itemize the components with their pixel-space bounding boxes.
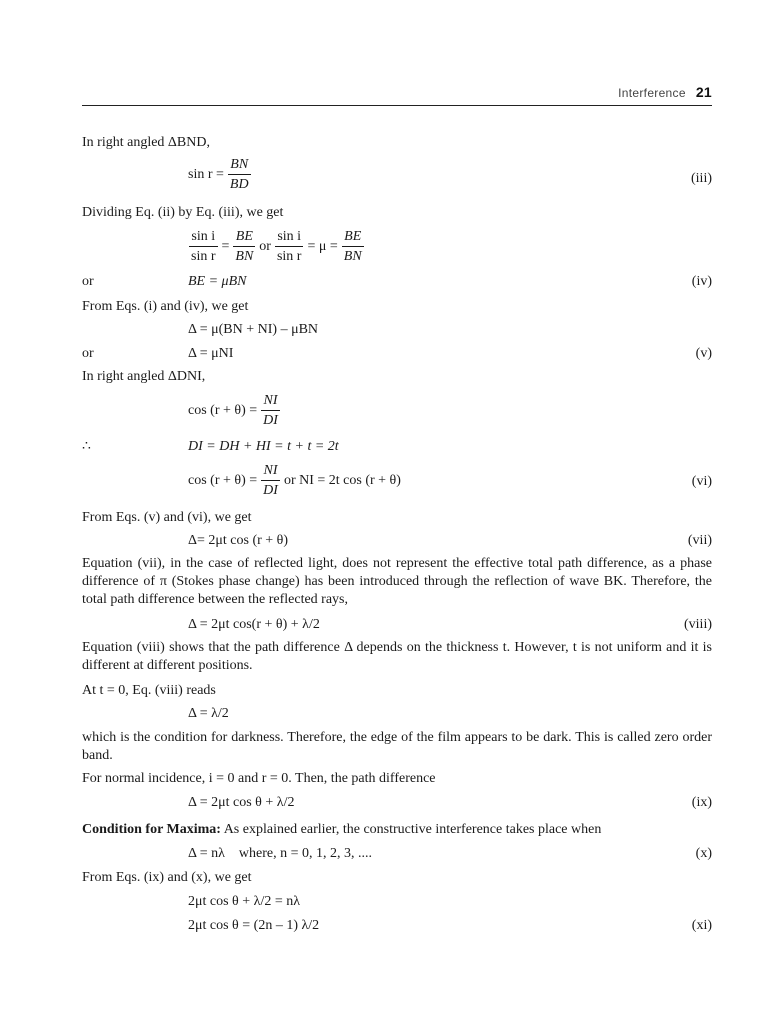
frac1-den: sin r [191, 249, 216, 264]
equation-vi [188, 462, 401, 499]
text-line-dni: In right angled ΔDNI, [82, 369, 206, 384]
fraction-ni-di-2 [261, 462, 280, 499]
equation-number-vii: (vii) [687, 533, 712, 548]
equation-maxima-1: 2μt cos θ + λ/2 = nλ [188, 894, 301, 909]
equation-number-xi: (xi) [691, 918, 712, 933]
equation-iv: BE = μBN [188, 274, 247, 289]
text-line-from-i-iv: From Eqs. (i) and (iv), we get [82, 299, 249, 314]
equation-ix: Δ = 2μt cos θ + λ/2 [188, 795, 295, 810]
text-line-from-v-vi: From Eqs. (v) and (vi), we get [82, 510, 252, 525]
fraction-be-bn-2 [342, 228, 364, 265]
equation-snell-ratio [188, 228, 365, 265]
eq6-num: NI [261, 462, 280, 481]
eqc-lhs: cos (r + θ) = [188, 402, 258, 418]
equation-x: Δ = nλ where, n = 0, 1, 2, 3, .... [188, 846, 373, 861]
frac2-num: BE [233, 228, 255, 247]
paragraph-darkness: which is the condition for darkness. Therefore, the edge of the film appears to be dark. This is called zero order band. [82, 730, 712, 763]
frac3-den: sin r [276, 249, 302, 264]
paragraph-thickness: Equation (viii) shows that the path difference Δ depends on the thickness t. However, t is not uniform and it is different at different positions. [82, 640, 712, 673]
equation-number-v: (v) [695, 346, 712, 361]
frac4-num: BE [342, 228, 364, 247]
eq3-numerator: BN [228, 156, 251, 175]
equation-v: Δ = μNI [188, 346, 234, 361]
section-title: Interference [618, 86, 686, 100]
equals-mu: = μ = [307, 238, 338, 254]
equation-di: DI = DH + HI = t + t = 2t [188, 439, 339, 454]
equation-delta-expand: Δ = μ(BN + NI) – μBN [188, 322, 319, 337]
header-rule [82, 105, 712, 106]
equation-viii: Δ = 2μt cos(r + θ) + λ/2 [188, 617, 320, 632]
equation-delta-lambda-half: Δ = λ/2 [188, 706, 229, 721]
eqc-num: NI [261, 392, 280, 411]
or-label: or [82, 274, 94, 289]
condition-text: As explained earlier, the constructive interference takes place when [220, 822, 602, 837]
equation-number-x: (x) [695, 846, 712, 861]
equation-number-iii: (iii) [691, 171, 712, 186]
condition-maxima-line [82, 821, 601, 838]
frac3-num: sin i [275, 228, 304, 247]
text-line-bnd: In right angled ΔBND, [82, 135, 210, 150]
or-word: or [259, 238, 271, 254]
fraction-ni-di [261, 392, 280, 429]
equation-vii: Δ= 2μt cos (r + θ) [188, 533, 289, 548]
equation-number-vi: (vi) [691, 474, 712, 489]
eq3-denominator: BD [229, 177, 249, 192]
fraction-sini-sinr-2 [275, 228, 304, 265]
eq6-rhs: or NI = 2t cos (r + θ) [283, 472, 401, 488]
equation-number-ix: (ix) [691, 795, 712, 810]
frac1-num: sin i [189, 228, 218, 247]
eq6-lhs: cos (r + θ) = [188, 472, 258, 488]
eqc-den: DI [263, 413, 278, 428]
fraction-bn-bd [228, 156, 251, 193]
text-line-normal-incidence: For normal incidence, i = 0 and r = 0. Then, the path difference [82, 771, 436, 786]
equation-cos-ratio [188, 392, 281, 429]
equation-number-iv: (iv) [691, 274, 712, 289]
fraction-be-bn [233, 228, 255, 265]
running-head [618, 84, 712, 100]
equation-xi: 2μt cos θ = (2n – 1) λ/2 [188, 918, 320, 933]
eq6-den: DI [263, 483, 278, 498]
eq3-lhs: sin r = [188, 166, 224, 182]
text-line-from-ix-x: From Eqs. (ix) and (x), we get [82, 870, 252, 885]
paragraph-stokes: Equation (vii), in the case of reflected light, does not represent the effective total path difference, as a phase difference of π (Stokes phase change) has been introduced through the reflection of wave BK. Therefore, the total path difference between the reflected rays, [82, 556, 712, 607]
equation-number-viii: (viii) [684, 617, 712, 632]
or-label-2: or [82, 346, 94, 361]
therefore-symbol: ∴ [82, 439, 91, 454]
condition-heading: Condition for Maxima: [82, 822, 221, 837]
text-line-dividing: Dividing Eq. (ii) by Eq. (iii), we get [82, 205, 284, 220]
frac2-den: BN [235, 249, 254, 264]
equation-sin-r [188, 156, 252, 193]
equals-sign: = [221, 238, 230, 254]
page-number: 21 [695, 84, 712, 100]
text-line-t-zero: At t = 0, Eq. (viii) reads [82, 683, 216, 698]
fraction-sini-sinr [189, 228, 218, 265]
frac4-den: BN [343, 249, 362, 264]
